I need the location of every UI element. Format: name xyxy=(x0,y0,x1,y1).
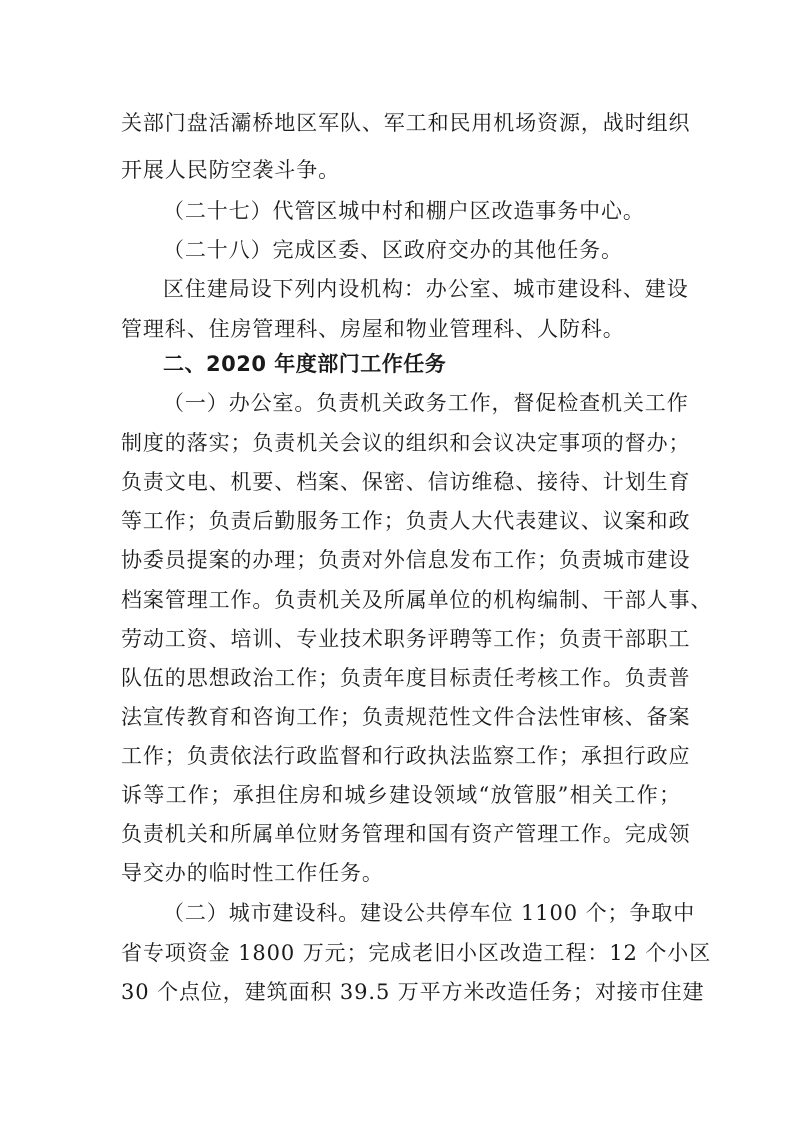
text-line: 30 个点位，建筑面积 39.5 万平方米改造任务；对接市住建 xyxy=(121,980,705,1004)
text-line: （二十八）完成区委、区政府交办的其他任务。 xyxy=(163,238,623,262)
text-line: （二）城市建设科。建设公共停车位 1100 个；争取中 xyxy=(163,901,696,925)
text-line: 工作；负责依法行政监督和行政执法监察工作；承担行政应 xyxy=(121,744,691,768)
text-line: 劳动工资、培训、专业技术职务评聘等工作；负责干部职工 xyxy=(121,627,691,651)
text-line: 等工作；负责后勤服务工作；负责人大代表建议、议案和政 xyxy=(121,509,691,533)
text-line: 诉等工作；承担住房和城乡建设领域“放管服”相关工作； xyxy=(121,783,681,807)
text-line: 省专项资金 1800 万元；完成老旧小区改造工程：12 个小区 xyxy=(121,941,712,965)
text-line: 关部门盘活灞桥地区军队、军工和民用机场资源，战时组织 xyxy=(121,111,691,135)
text-line: 管理科、住房管理科、房屋和物业管理科、人防科。 xyxy=(121,317,625,341)
text-line: 负责文电、机要、档案、保密、信访维稳、接待、计划生育 xyxy=(121,470,691,494)
text-line: 队伍的思想政治工作；负责年度目标责任考核工作。负责普 xyxy=(121,666,691,690)
text-line: 区住建局设下列内设机构：办公室、城市建设科、建设 xyxy=(163,277,689,301)
text-line: 导交办的临时性工作任务。 xyxy=(121,861,384,885)
text-line: 档案管理工作。负责机关及所属单位的机构编制、干部人事、 xyxy=(121,588,713,612)
text-line: 制度的落实；负责机关会议的组织和会议决定事项的督办； xyxy=(121,431,691,455)
section-heading: 二、2020 年度部门工作任务 xyxy=(163,352,447,376)
text-line: 协委员提案的办理；负责对外信息发布工作；负责城市建设 xyxy=(121,548,691,572)
text-line: 法宣传教育和咨询工作；负责规范性文件合法性审核、备案 xyxy=(121,705,691,729)
text-line: （一）办公室。负责机关政务工作，督促检查机关工作 xyxy=(163,391,689,415)
text-line: （二十七）代管区城中村和棚户区改造事务中心。 xyxy=(163,199,645,223)
text-line: 负责机关和所属单位财务管理和国有资产管理工作。完成领 xyxy=(121,822,691,846)
text-line: 开展人民防空袭斗争。 xyxy=(121,158,340,182)
